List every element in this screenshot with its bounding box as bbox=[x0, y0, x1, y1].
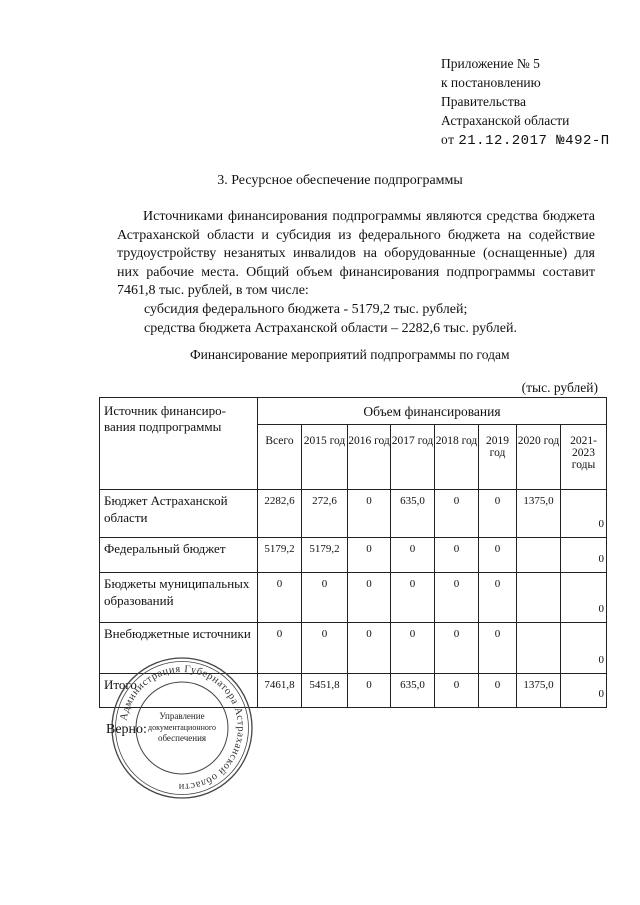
row-label: Бюджет Астраханской области bbox=[100, 490, 258, 538]
table-row bbox=[100, 573, 607, 623]
cell-value: 0 bbox=[561, 573, 607, 623]
cell-value: 1375,0 bbox=[517, 490, 561, 538]
section-title: 3. Ресурсное обеспечение подпрограммы bbox=[217, 173, 463, 188]
appendix-line-3: Правительства bbox=[441, 94, 526, 109]
order-prefix: от bbox=[441, 132, 455, 147]
cell-value: 5179,2 bbox=[258, 538, 302, 573]
cell-value: 0 bbox=[561, 674, 607, 708]
cell-value: 272,6 bbox=[302, 490, 348, 538]
cell-value: 0 bbox=[479, 674, 517, 708]
appendix-line-4: Астраханской области bbox=[441, 113, 570, 128]
federal-subsidy-line: субсидия федерального бюджета - 5179,2 тыс. рублей; bbox=[144, 301, 468, 317]
cell-value bbox=[517, 573, 561, 623]
volume-header: Объем финансирования bbox=[258, 398, 607, 425]
row-label: Федеральный бюджет bbox=[100, 538, 258, 573]
cell-value: 0 bbox=[479, 538, 517, 573]
cell-value: 0 bbox=[435, 490, 479, 538]
cell-value: 5451,8 bbox=[302, 674, 348, 708]
col-total: Всего bbox=[258, 425, 302, 490]
col-2017: 2017 год bbox=[391, 425, 435, 490]
cell-value: 0 bbox=[258, 573, 302, 623]
col-2020: 2020 год bbox=[517, 425, 561, 490]
table-row bbox=[100, 490, 607, 538]
regional-budget-line: средства бюджета Астраханской области – 2282,6 тыс. рублей. bbox=[144, 320, 517, 336]
cell-value: 0 bbox=[348, 573, 391, 623]
col-2018: 2018 год bbox=[435, 425, 479, 490]
cell-value: 0 bbox=[435, 573, 479, 623]
cell-value: 0 bbox=[258, 623, 302, 674]
appendix-order bbox=[441, 130, 610, 151]
cell-value: 0 bbox=[391, 573, 435, 623]
cell-value: 1375,0 bbox=[517, 674, 561, 708]
cell-value: 0 bbox=[348, 623, 391, 674]
cell-value: 0 bbox=[479, 490, 517, 538]
table-row bbox=[100, 538, 607, 573]
appendix-line-1: Приложение № 5 bbox=[441, 56, 540, 71]
body-text bbox=[117, 208, 595, 338]
cell-value: 0 bbox=[391, 538, 435, 573]
col-2015: 2015 год bbox=[302, 425, 348, 490]
row-label: Бюджеты муниципальных образований bbox=[100, 573, 258, 623]
col-2019: 2019 год bbox=[479, 425, 517, 490]
cell-value: 0 bbox=[348, 490, 391, 538]
order-value: 21.12.2017 №492-П bbox=[458, 133, 610, 149]
appendix-line-2: к постановлению bbox=[441, 75, 541, 90]
table-header-row bbox=[100, 398, 607, 425]
appendix-block bbox=[441, 54, 610, 151]
col-2016: 2016 год bbox=[348, 425, 391, 490]
cell-value: 0 bbox=[348, 538, 391, 573]
units-label: (тыс. рублей) bbox=[521, 380, 598, 395]
cell-value: 0 bbox=[479, 623, 517, 674]
funding-paragraph: Источниками финансирования подпрограммы являются средства бюджета Астраханской области и субсидия из федерального бюджета на содействие трудоустройству незанятых инвалидов на оборудованные (оснащенные) для них рабочие места. Общий объем финансирования подпрограммы составит 7461,8 тыс. рублей, в том числе: bbox=[117, 209, 595, 299]
cell-value: 0 bbox=[391, 623, 435, 674]
table-caption: Финансирование мероприятий подпрограммы по годам bbox=[190, 347, 510, 362]
verified-label: Верно: bbox=[106, 722, 147, 737]
cell-value: 0 bbox=[302, 623, 348, 674]
stamp-outer-text: Администрация Губернатора Астраханской области bbox=[118, 663, 247, 793]
cell-value: 0 bbox=[348, 674, 391, 708]
cell-value bbox=[517, 538, 561, 573]
cell-value: 5179,2 bbox=[302, 538, 348, 573]
stamp-center-line-3: обеспечения bbox=[157, 733, 207, 743]
cell-value: 2282,6 bbox=[258, 490, 302, 538]
cell-value: 0 bbox=[561, 490, 607, 538]
cell-value: 7461,8 bbox=[258, 674, 302, 708]
row-label: Внебюджетные источники bbox=[100, 623, 258, 674]
cell-value: 0 bbox=[435, 674, 479, 708]
cell-value: 635,0 bbox=[391, 490, 435, 538]
stamp-center-line-1: Управление bbox=[159, 711, 205, 721]
col-2021-2023: 2021-2023 годы bbox=[561, 425, 607, 490]
row-label: Итого bbox=[100, 674, 258, 708]
cell-value bbox=[517, 623, 561, 674]
cell-value: 0 bbox=[561, 623, 607, 674]
cell-value: 0 bbox=[302, 573, 348, 623]
cell-value: 0 bbox=[435, 538, 479, 573]
cell-value: 635,0 bbox=[391, 674, 435, 708]
stamp-center-line-2: документационного bbox=[148, 723, 216, 732]
cell-value: 0 bbox=[479, 573, 517, 623]
source-header: Источник финансирования подпрограммы bbox=[100, 398, 258, 490]
cell-value: 0 bbox=[435, 623, 479, 674]
cell-value: 0 bbox=[561, 538, 607, 573]
